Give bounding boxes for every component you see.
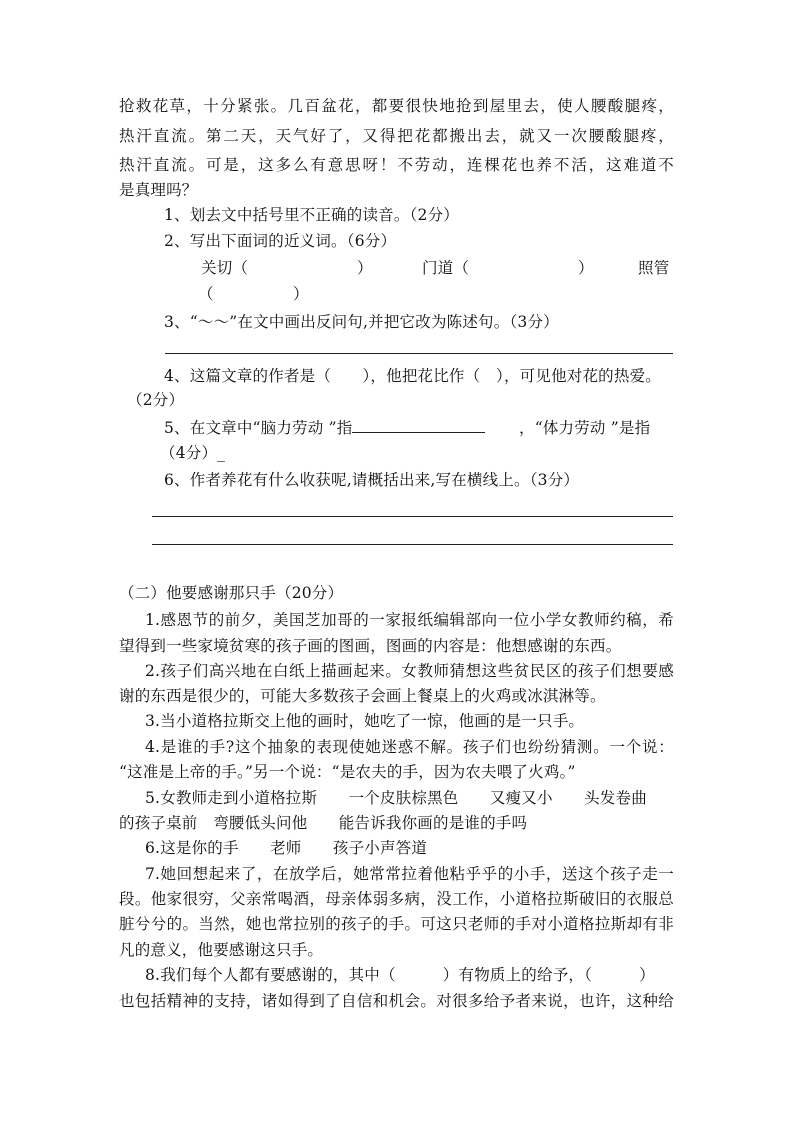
passage-line: 1.感恩节的前夕，美国芝加哥的一家报纸编辑部向一位小学女教师约稿，希	[145, 611, 674, 629]
question-1: 1、划去文中括号里不正确的读音。（2分）	[164, 206, 459, 224]
passage-line: 3.当小道格拉斯交上他的画时，她吃了一惊，他画的是一只手。	[145, 712, 585, 730]
question-3: 3、“～～”在文中画出反问句,并把它改为陈述句。（3分）	[164, 313, 559, 331]
synonym-blank-3-open: （	[198, 285, 214, 303]
question-4: 4、这篇文章的作者是（ ），他把花比作（ ），可见他对花的热爱。	[164, 367, 661, 385]
question-5	[164, 418, 485, 438]
answer-line-q6-1	[152, 516, 673, 517]
passage-line: 热汗直流。可是，这多么有意思呀！不劳动，连棵花也养不活，这难道不	[119, 156, 674, 174]
passage-line: 8.我们每个人都有要感谢的，其中（ ）有物质上的给予，（ ）	[145, 966, 655, 984]
question-2: 2、写出下面词的近义词。（6分）	[164, 232, 397, 250]
synonym-word-1: 关切（	[201, 259, 249, 277]
passage-line: 2.孩子们高兴地在白纸上描画起来。女教师猜想这些贫民区的孩子们想要感	[145, 662, 674, 680]
passage-line: 5.女教师走到小道格拉斯 一个皮肤棕黑色 又瘦又小 头发卷曲	[145, 789, 647, 807]
answer-line-q3	[165, 353, 673, 354]
passage-line: 脏兮兮的。当然，她也常拉别的孩子的手。可这只老师的手对小道格拉斯却有非	[119, 915, 674, 933]
synonym-word-3: 照管	[638, 259, 670, 277]
synonym-close-2: ）	[578, 259, 594, 277]
passage-line: 4.是谁的手?这个抽象的表现使她迷惑不解。孩子们也纷纷猜测。一个说：	[145, 738, 674, 756]
passage-line: 也包括精神的支持，诸如得到了自信和机会。对很多给予者来说，也许，这种给	[119, 992, 674, 1010]
passage-line: 的孩子桌前 弯腰低头问他 能告诉我你画的是谁的手吗	[119, 814, 528, 832]
section-2-title: （二）他要感谢那只手（20分）	[119, 584, 344, 602]
passage-line: 热汗直流。第二天，天气好了，又得把花都搬出去，就又一次腰酸腿疼，	[119, 127, 674, 145]
synonym-word-2: 门道（	[422, 259, 470, 277]
question-5-part2: ，“体力劳动 ”是指	[519, 419, 651, 437]
passage-line: 抢救花草，十分紧张。几百盆花，都要很快地抢到屋里去，使人腰酸腿疼，	[119, 97, 674, 115]
passage-line: “这准是上帝的手。”另一个说：“是农夫的手，因为农夫喂了火鸡。”	[119, 763, 576, 781]
passage-line: 7.她回想起来了，在放学后，她常常拉着他粘乎乎的小手，送这个孩子走一	[145, 865, 674, 883]
passage-line: 谢的东西是很少的，可能大多数孩子会画上餐桌上的火鸡或冰淇淋等。	[119, 687, 606, 705]
answer-blank-q5a	[352, 418, 485, 433]
passage-line: 6.这是你的手 老师 孩子小声答道	[145, 839, 428, 857]
question-4-score: （2分）	[127, 391, 185, 409]
synonym-close-1: ）	[357, 259, 373, 277]
synonym-blank-3-close: ）	[293, 285, 309, 303]
passage-line: 是真理吗？	[119, 181, 198, 199]
answer-line-q6-2	[152, 544, 673, 545]
question-6: 6、作者养花有什么收获呢,请概括出来,写在横线上。（3分）	[164, 471, 580, 489]
passage-line: 凡的意义，他要感谢这只手。	[119, 941, 324, 959]
question-5-score: （4分）_	[160, 444, 226, 462]
question-5-part1: 5、在文章中“脑力劳动 ”指	[164, 419, 353, 437]
passage-line: 段。他家很穷，父亲常喝酒，母亲体弱多病，没工作，小道格拉斯破旧的衣服总	[119, 890, 674, 908]
passage-line: 望得到一些家境贫寒的孩子画的图画，图画的内容是：他想感谢的东西。	[119, 637, 622, 655]
